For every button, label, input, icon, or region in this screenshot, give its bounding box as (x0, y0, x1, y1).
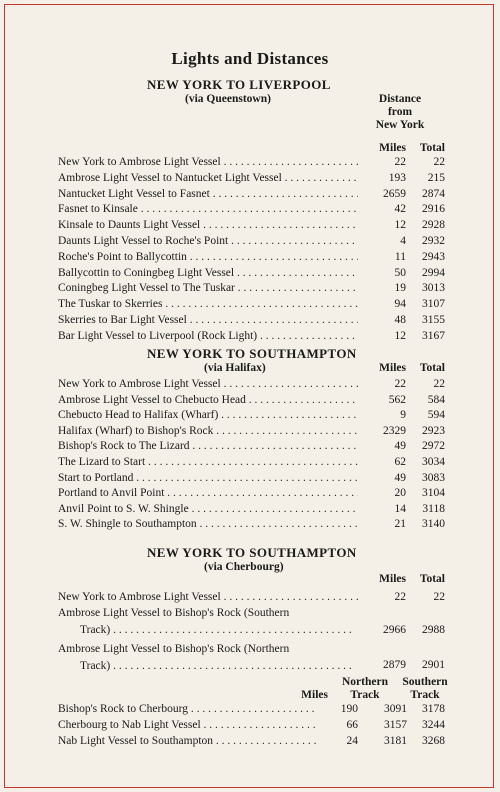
row-southern: 3244 (422, 719, 445, 731)
section-heading-southampton-cherbourg: NEW YORK TO SOUTHAMPTON (147, 545, 357, 560)
row-label: Bishop's Rock to The Lizard . . . (58, 440, 358, 452)
table-row (58, 719, 445, 734)
row-miles: 20 (394, 487, 406, 500)
table-row: New York to Ambrose Light Vessel . . . 22 22 (58, 591, 445, 606)
row-label: Cherbourg to Nab Light Vessel . . . (58, 719, 316, 731)
row-total: 3083 (422, 471, 445, 484)
table-row-values: 2966 2988 (383, 624, 445, 636)
row-miles: 49 (394, 471, 406, 484)
row-total: 215 (427, 171, 445, 184)
row-total: 2972 (422, 440, 445, 453)
row-total: 3104 (422, 487, 445, 500)
row-label: Nab Light Vessel to Southampton . . . (58, 735, 316, 747)
row-label: Start to Portland . . . (58, 472, 358, 484)
table-row (58, 330, 445, 345)
row-southern: 3268 (422, 735, 445, 747)
row-total: 2932 (422, 235, 445, 247)
col-miles-header: Miles (379, 573, 406, 585)
section-sub-queenstown: (via Queenstown) (185, 93, 271, 105)
row-total: 3140 (422, 518, 445, 531)
table-row (58, 298, 445, 313)
row-total: 584 (427, 393, 445, 406)
row-miles: 4 (400, 235, 406, 247)
row-total: 3155 (422, 314, 445, 326)
row-label: Bar Light Vessel to Liverpool (Rock Light) . . . (58, 330, 358, 342)
table-row-values: 2879 2901 (383, 659, 445, 671)
row-label: The Tuskar to Skerries . . . (58, 298, 358, 310)
table-row (58, 409, 445, 424)
row-miles: 49 (394, 440, 406, 453)
row-label: Chebucto Head to Halifax (Wharf) . . . (58, 409, 358, 421)
row-northern: 3091 (384, 703, 407, 715)
row-miles: 62 (394, 456, 406, 468)
row-label: Portland to Anvil Point . . . (58, 487, 358, 499)
row-total: 3034 (422, 456, 445, 468)
table-row (58, 703, 445, 718)
row-miles: 2659 (383, 187, 406, 200)
table-row (58, 425, 445, 440)
row-miles: 562 (388, 393, 406, 406)
table-row-wrapped: Ambrose Light Vessel to Bishop's Rock (Northern Track) . . . (58, 641, 358, 675)
row-total: 3118 (422, 502, 445, 515)
row-miles: 12 (394, 219, 406, 232)
row-total: 22 (433, 378, 445, 390)
row-miles: 42 (394, 203, 406, 216)
row-label: Ambrose Light Vessel to Nantucket Light Vessel . . . (58, 172, 358, 184)
table-row-wrapped: Ambrose Light Vessel to Bishop's Rock (Southern Track) . . . (58, 605, 358, 639)
table-row (58, 172, 445, 187)
row-total: 2923 (422, 424, 445, 437)
row-label: Ballycottin to Coningbeg Light Vessel . . . (58, 267, 358, 279)
row-total: 2916 (422, 203, 445, 216)
table-row (58, 440, 445, 455)
table-row (58, 378, 445, 393)
row-total: 2994 (422, 266, 445, 279)
row-miles: 21 (394, 518, 406, 531)
table-row (58, 487, 445, 502)
row-miles: 193 (388, 171, 406, 184)
row-total: 3013 (422, 282, 445, 295)
row-miles: 94 (394, 298, 406, 311)
row-miles: 190 (340, 703, 358, 715)
row-southern: 3178 (422, 703, 445, 715)
row-total: 2874 (422, 187, 445, 200)
row-miles: 50 (394, 266, 406, 279)
row-label: New York to Ambrose Light Vessel . . . (58, 156, 358, 168)
section-heading-liverpool: NEW YORK TO LIVERPOOL (147, 77, 331, 92)
section-sub-cherbourg: (via Cherbourg) (204, 561, 284, 573)
col-total-header: Total (419, 362, 445, 374)
row-label: Anvil Point to S. W. Shingle . . . (58, 503, 358, 515)
row-northern: 3181 (384, 735, 407, 747)
row-miles: 19 (394, 282, 406, 295)
table-row (58, 518, 445, 533)
table-row (58, 472, 445, 487)
table-row (58, 735, 445, 750)
row-label: Daunts Light Vessel to Roche's Point . . . (58, 235, 358, 247)
row-miles: 22 (394, 156, 406, 168)
row-miles: 22 (394, 378, 406, 390)
section-heading-southampton-halifax: NEW YORK TO SOUTHAMPTON (147, 346, 357, 361)
row-label: Coningbeg Light Vessel to The Tuskar . . . (58, 282, 358, 294)
row-label: Bishop's Rock to Cherbourg . . . (58, 703, 316, 715)
row-total: 3167 (422, 329, 445, 342)
col-total-header: Total (419, 573, 445, 585)
table-row (58, 235, 445, 250)
row-total: 594 (427, 409, 445, 422)
table-row (58, 251, 445, 266)
row-northern: 3157 (384, 719, 407, 731)
table-row (58, 456, 445, 471)
row-label: Kinsale to Daunts Light Vessel . . . (58, 219, 358, 231)
row-miles: 9 (400, 409, 406, 422)
row-miles: 48 (394, 314, 406, 326)
table-row (58, 394, 445, 409)
table-row (58, 188, 445, 203)
row-total: 2928 (422, 219, 445, 232)
row-miles: 14 (394, 502, 406, 515)
row-label: Roche's Point to Ballycottin . . . (58, 251, 358, 263)
table-row (58, 503, 445, 518)
table-row (58, 219, 445, 234)
row-miles: 66 (346, 719, 358, 731)
row-label: Nantucket Light Vessel to Fasnet . . . (58, 188, 358, 200)
table-row (58, 156, 445, 171)
col-southern-header: Southern Track (402, 676, 448, 701)
col-miles-header: Miles (379, 362, 406, 374)
row-miles: 12 (394, 329, 406, 342)
row-label: Skerries to Bar Light Vessel . . . (58, 314, 358, 326)
row-label: S. W. Shingle to Southampton . . . (58, 518, 358, 530)
page-title: Lights and Distances (171, 49, 329, 68)
row-total: 22 (433, 156, 445, 168)
col-miles-header: Miles (379, 142, 406, 154)
row-label: Fasnet to Kinsale . . . (58, 203, 358, 215)
col-miles-header: Miles (301, 689, 328, 701)
table-row (58, 314, 445, 329)
row-total: 2943 (422, 250, 445, 263)
row-miles: 11 (394, 250, 406, 263)
row-miles: 2329 (383, 424, 406, 437)
row-label: Ambrose Light Vessel to Chebucto Head . . . (58, 394, 358, 406)
row-total: 3107 (422, 298, 445, 311)
row-miles: 24 (346, 735, 358, 747)
table-row (58, 282, 445, 297)
section-sub-halifax: (via Halifax) (204, 362, 266, 374)
table-row (58, 203, 445, 218)
row-label: New York to Ambrose Light Vessel . . . (58, 378, 358, 390)
col-northern-header: Northern Track (342, 676, 388, 701)
table-row (58, 267, 445, 282)
row-label: Halifax (Wharf) to Bishop's Rock . . . (58, 425, 358, 437)
col-total-header: Total (419, 142, 445, 154)
row-label: The Lizard to Start . . . (58, 456, 358, 468)
distance-header: Distance from New York (375, 93, 425, 131)
